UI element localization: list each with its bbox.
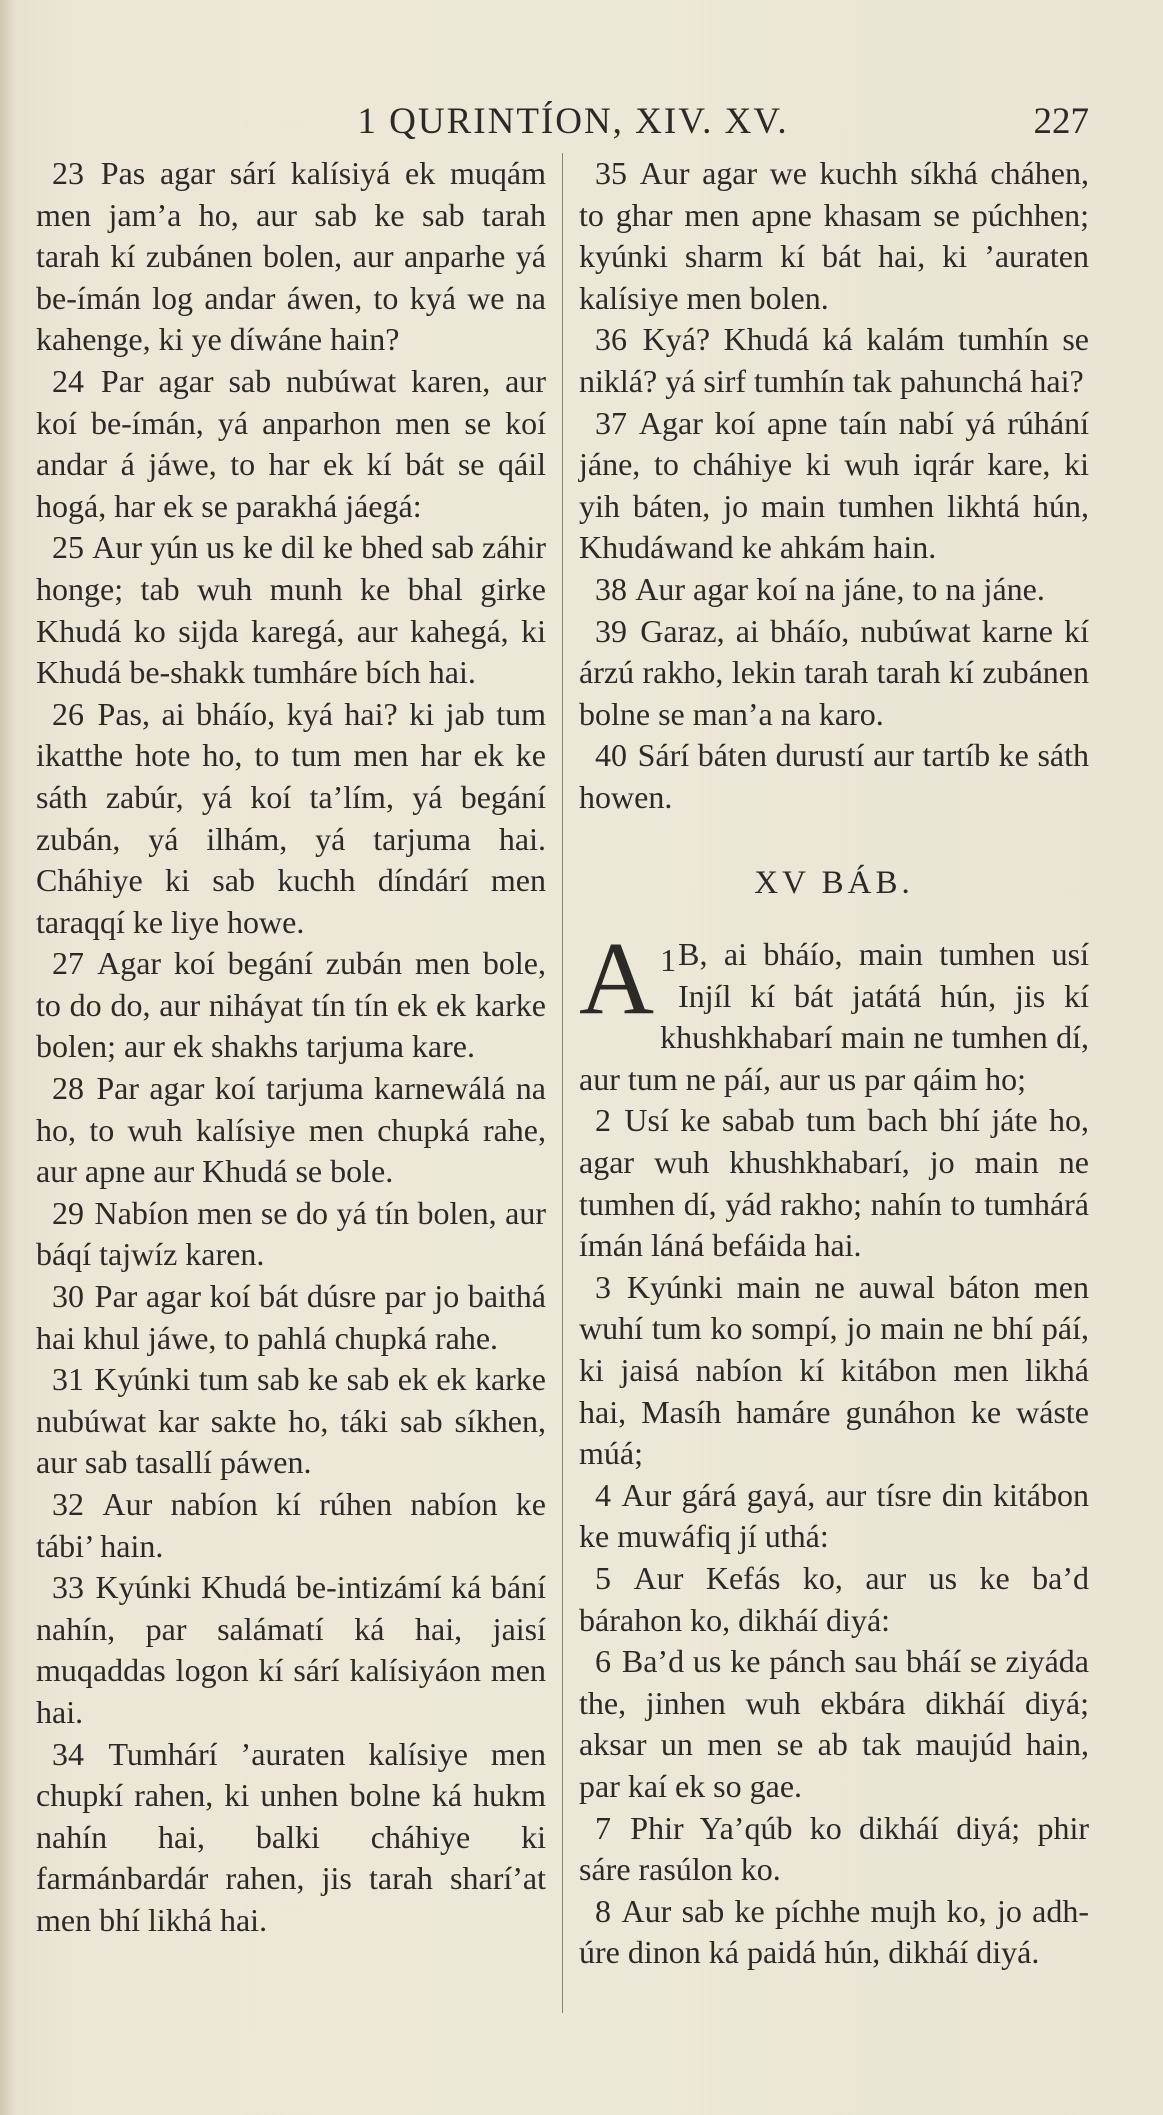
- chapter-verses: [579, 1100, 1089, 1973]
- verse: [579, 1641, 1089, 1807]
- verse: [579, 735, 1089, 818]
- verse: [36, 1276, 546, 1359]
- verse-number: 34: [52, 1735, 84, 1772]
- verse-number: 5: [595, 1560, 611, 1596]
- verse-number: 23: [52, 155, 84, 191]
- verse-number: 35: [595, 155, 627, 191]
- verse-number: 28: [52, 1070, 84, 1107]
- verse-number: 2: [595, 1102, 611, 1139]
- verse-text: Garaz, ai bháío, nubúwat karne kí árzú rakho, lekin tarah tarah kí zubánen bolne se man’a na karo.: [579, 612, 1090, 732]
- verse-number: 7: [595, 1809, 611, 1846]
- drop-cap: A: [579, 921, 655, 1037]
- verse-number: 33: [52, 1569, 84, 1606]
- verse-text: Agar koí begání zubán men bole, to do do, aur niháyat tín tín ek ek karke bolen; aur ek shakhs tarjuma kare.: [36, 945, 547, 1065]
- verse-number: 25: [52, 529, 84, 566]
- verse: [579, 1267, 1089, 1475]
- verse-text: Kyúnki Khudá be-intizámí ká bání nahín, par salámatí ká hai, jaisí muqaddas logon kí sárí kalísiyáon men hai.: [36, 1569, 547, 1730]
- verse-text: Nabíon men se do yá tín bolen, aur báqí tajwíz karen.: [36, 1194, 547, 1273]
- verse: [36, 1734, 546, 1942]
- verse-number: 24: [52, 362, 84, 399]
- page-number: 227: [1033, 101, 1089, 142]
- verse: [36, 1484, 546, 1567]
- verse-text: Pas, ai bháío, kyá hai? ki jab tum ikatthe hote ho, to tum men har ek ke sáth zabúr, yá koí ta’lím, yá begání zubán, yá ilhám, yá tarjuma hai. Cháhiye ki sab kuchh díndárí men taraqqí ke liye howe.: [36, 695, 547, 940]
- verse: [579, 569, 1089, 611]
- verse: [36, 1193, 546, 1276]
- verse-number: 6: [595, 1643, 611, 1680]
- verse: [579, 153, 1089, 319]
- chapter-first-verse: [579, 921, 1089, 1100]
- verse-number: 8: [595, 1892, 611, 1929]
- verse-number: 27: [52, 945, 84, 982]
- verse: [579, 403, 1089, 569]
- right-column-verses: [579, 153, 1089, 819]
- verse: [36, 527, 546, 693]
- verse-text: Aur Kefás ko, aur us ke ba’d bárahon ko, dikháí diyá:: [579, 1560, 1090, 1638]
- page-edge: [0, 0, 14, 2115]
- page-header: [57, 100, 1089, 150]
- verse-text: Aur gárá gayá, aur tísre din kitábon ke muwáfiq jí uthá:: [579, 1476, 1090, 1555]
- verse: [579, 319, 1089, 402]
- verse: [36, 943, 546, 1068]
- verse-text: Usí ke sabab tum bach bhí játe ho, agar wuh khushkhabarí, jo main ne tumhen dí, yád rakho; nahín to tumhárá ímán láná befáida hai.: [579, 1102, 1090, 1264]
- column-divider: [562, 153, 563, 2013]
- verse-number: 32: [52, 1486, 84, 1522]
- verse-text: Kyúnki tum sab ke sab ek ek karke nubúwat kar sakte ho, táki sab síkhen, aur sab tasallí páwen.: [36, 1361, 547, 1481]
- verse-number: 39: [595, 612, 627, 649]
- verse-text: Sárí báten durustí aur tartíb ke sáth howen.: [579, 737, 1090, 815]
- verse: [579, 1475, 1089, 1558]
- verse: [36, 153, 546, 361]
- verse-number: 31: [52, 1361, 84, 1398]
- verse-text: Par agar sab nubúwat karen, aur koí be-ímán, yá anparhon men se koí andar á jáwe, to har ek kí bát se qáil hogá, har ek se parakhá jáegá:: [36, 362, 547, 524]
- verse-number: 37: [595, 404, 627, 441]
- verse-text: Kyúnki main ne auwal báton men wuhí tum ko sompí, jo main ne bhí páí, ki jaisá nabíon kí kitábon men likhá hai, Masíh hamáre gunáhon ke wáste múá;: [579, 1268, 1090, 1472]
- verse: [36, 1567, 546, 1733]
- verse-text: Aur agar we kuchh síkhá cháhen, to ghar men apne khasam se púchhen; kyúnki sharm kí bát hai, ki ’auraten kalísiye men bolen.: [579, 155, 1090, 316]
- verse-number: 1: [660, 942, 677, 979]
- verse-number: 3: [595, 1268, 611, 1305]
- verse: [579, 611, 1089, 736]
- running-title: 1 QURINTÍON, XIV. XV.: [357, 101, 789, 142]
- verse-text: Phir Ya’qúb ko dikháí diyá; phir sáre rasúlon ko.: [579, 1809, 1090, 1888]
- verse-number: 36: [595, 321, 627, 358]
- verse-text: Tumhárí ’auraten kalísiye men chupkí rahen, ki unhen bolne ká hukm nahín hai, balki cháhiye ki farmánbardár rahen, jis tarah sharí’at men bhí likhá hai.: [36, 1735, 547, 1938]
- verse-text: Par agar koí tarjuma karnewálá na ho, to wuh kalísiye men chupká rahe, aur apne aur Khudá se bole.: [36, 1070, 547, 1190]
- verse: [36, 1068, 546, 1193]
- verse-text: Agar koí apne taín nabí yá rúhání jáne, to cháhiye ki wuh iqrár kare, ki yih báten, jo main tumhen likhtá hún, Khudáwand ke ahkám hain.: [579, 404, 1090, 566]
- verse-number: 26: [52, 695, 84, 732]
- chapter-heading: XV BÁB.: [754, 864, 914, 901]
- verse-text: Aur nabíon kí rúhen nabíon ke tábi’ hain.: [36, 1486, 547, 1564]
- verse-number: 29: [52, 1194, 84, 1231]
- left-column: [36, 153, 546, 1942]
- verse-text: Par agar koí bát dúsre par jo baithá hai khul jáwe, to pahlá chupká rahe.: [36, 1278, 547, 1356]
- verse-number: 4: [595, 1476, 611, 1513]
- verse-text: B, ai bháío, main tumhen usí Injíl kí bát jatátá hún, jis kí khushkhabarí main ne tumhen dí, aur tum ne páí, aur us par qáim ho;: [579, 936, 1089, 1097]
- verse-number: 40: [595, 737, 627, 774]
- verse-text: Pas agar sárí kalísiyá ek muqám men jam’a ho, aur sab ke sab tarah tarah kí zubánen bolen, aur anparhe yá be-ímán log andar áwen, to kyá we na kahenge, ki ye díwáne hain?: [36, 155, 547, 358]
- verse-text: Aur sab ke píchhe mujh ko, jo adh-úre dinon ká paidá hún, dikháí diyá.: [579, 1892, 1090, 1971]
- verse: [579, 1808, 1089, 1891]
- right-column: [579, 153, 1089, 1974]
- verse: [579, 1100, 1089, 1266]
- verse: [36, 694, 546, 944]
- verse-number: 30: [52, 1278, 84, 1315]
- verse: [36, 1359, 546, 1484]
- verse-text: Aur yún us ke dil ke bhed sab záhir honge; tab wuh munh ke bhal girke Khudá ko sijda karegá, aur kahegá, ki Khudá be-shakk tumháre bích hai.: [36, 529, 547, 691]
- verse-text: Kyá? Khudá ká kalám tumhín se niklá? yá sirf tumhín tak pahunchá hai?: [579, 321, 1090, 399]
- verse-number: 38: [595, 570, 627, 607]
- verse: [579, 1558, 1089, 1641]
- verse: [36, 361, 546, 527]
- verse: [579, 1891, 1089, 1974]
- verse-text: Aur agar koí na jáne, to na jáne.: [635, 570, 1045, 607]
- verse-text: Ba’d us ke pánch sau bháí se ziyáda the, jinhen wuh ekbára dikháí diyá; aksar un men se ab tak maujúd hain, par kaí ek so gae.: [579, 1643, 1090, 1804]
